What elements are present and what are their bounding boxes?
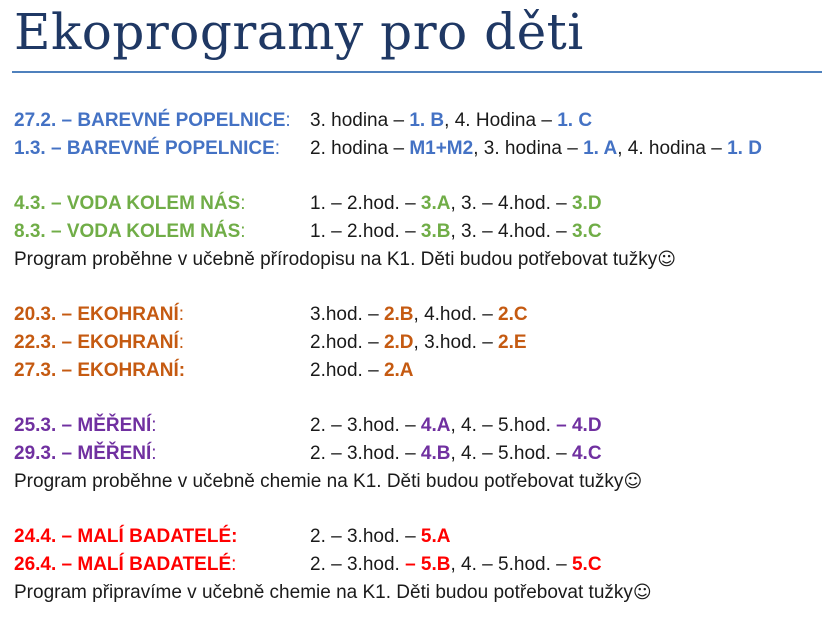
- schedule-text: 2. – 3.hod.: [310, 554, 406, 575]
- program-label: [14, 551, 236, 579]
- smiley-icon: ☺: [623, 471, 643, 492]
- class-name: M1+M2: [409, 138, 474, 159]
- class-name: 1. D: [727, 138, 762, 159]
- program-label: [14, 218, 246, 246]
- program-row: [14, 412, 820, 440]
- program-row: [14, 329, 820, 357]
- program-label: [14, 301, 184, 329]
- program-label: [14, 107, 291, 135]
- schedule-text: 3.hod. –: [310, 304, 384, 325]
- program-label-suffix: :: [240, 221, 246, 242]
- program-label-text: 4.3. – VODA KOLEM NÁS: [14, 193, 241, 214]
- schedule-text: , 3. hodina –: [473, 138, 584, 159]
- program-label-text: 8.3. – VODA KOLEM NÁS: [14, 221, 241, 242]
- program-label: [14, 135, 280, 163]
- schedule-text: , 3.hod. –: [413, 332, 499, 353]
- program-label-text: 29.3. – MĚŘENÍ: [14, 443, 152, 464]
- program-label: [14, 523, 237, 551]
- program-note: [14, 468, 820, 496]
- schedule-text: 2.hod. –: [310, 332, 384, 353]
- program-label-text: 24.4. – MALÍ BADATELÉ:: [14, 526, 238, 547]
- program-label-text: 25.3. – MĚŘENÍ: [14, 415, 152, 436]
- schedule-text: , 4. – 5.hod.: [450, 415, 557, 436]
- program-label-text: 27.3. – EKOHRANÍ:: [14, 360, 186, 381]
- program-label-suffix: :: [151, 443, 157, 464]
- program-note: [14, 246, 820, 274]
- program-row: [14, 135, 820, 163]
- section-gap: [14, 496, 820, 523]
- section-gap: [14, 385, 820, 412]
- program-row: [14, 357, 820, 385]
- page-title: Ekoprogramy pro děti: [14, 3, 584, 61]
- section-gap: [14, 163, 820, 190]
- schedule-text: , 4.hod. –: [413, 304, 499, 325]
- program-schedule: [310, 301, 528, 329]
- class-name: 4.B: [420, 443, 451, 464]
- program-row: [14, 107, 820, 135]
- program-label-suffix: :: [178, 304, 185, 325]
- program-note-text: Program připravíme v učebně chemie na K1. Děti budou potřebovat tužky: [14, 582, 633, 603]
- schedule-text: 1. – 2.hod. –: [310, 221, 421, 242]
- smiley-icon: ☺: [632, 582, 652, 603]
- class-name: 3.C: [571, 221, 602, 242]
- schedule-text: 3. hodina –: [310, 110, 410, 131]
- program-label-suffix: :: [178, 332, 185, 353]
- program-label-text: 1.3. – BAREVNÉ POPELNICE: [14, 138, 275, 159]
- schedule-text: 2. hodina –: [310, 138, 410, 159]
- program-label: [14, 440, 157, 468]
- schedule-text: 1. – 2.hod. –: [310, 193, 421, 214]
- program-label: [14, 329, 184, 357]
- class-name: 2.B: [383, 304, 414, 325]
- class-name: 5.A: [420, 526, 451, 547]
- schedule-text: , 4. Hodina –: [444, 110, 558, 131]
- program-label: [14, 190, 246, 218]
- program-label: [14, 412, 157, 440]
- program-schedule: [310, 135, 762, 163]
- class-name: 3.A: [420, 193, 451, 214]
- class-name: – 5.B: [405, 554, 451, 575]
- class-name: 4.A: [420, 415, 451, 436]
- program-label-suffix: :: [231, 554, 237, 575]
- class-name: 2.E: [498, 332, 527, 353]
- program-schedule: [310, 551, 602, 579]
- section-gap: [14, 274, 820, 301]
- class-name: – 4.D: [556, 415, 602, 436]
- program-schedule: [14, 107, 820, 607]
- program-row: [14, 523, 820, 551]
- program-note-text: Program proběhne v učebně přírodopisu na K1. Děti budou potřebovat tužky: [14, 249, 658, 270]
- title-underline: [12, 71, 822, 73]
- schedule-text: , 3. – 4.hod. –: [450, 221, 572, 242]
- program-label-suffix: :: [274, 138, 281, 159]
- program-row: [14, 218, 820, 246]
- class-name: 4.C: [571, 443, 602, 464]
- program-label-suffix: :: [285, 110, 291, 131]
- program-schedule: [310, 218, 602, 246]
- program-schedule: [310, 412, 602, 440]
- program-schedule: [310, 440, 602, 468]
- class-name: 1. B: [409, 110, 445, 131]
- program-label-text: 27.2. – BAREVNÉ POPELNICE: [14, 110, 286, 131]
- program-note: [14, 579, 820, 607]
- class-name: 2.C: [498, 304, 528, 325]
- program-label: [14, 357, 185, 385]
- program-schedule: [310, 357, 414, 385]
- program-label-text: 20.3. – EKOHRANÍ: [14, 304, 179, 325]
- class-name: 3.D: [571, 193, 602, 214]
- class-name: 3.B: [420, 221, 451, 242]
- class-name: 5.C: [571, 554, 602, 575]
- program-label-suffix: :: [151, 415, 157, 436]
- schedule-text: , 3. – 4.hod. –: [450, 193, 572, 214]
- program-label-text: 22.3. – EKOHRANÍ: [14, 332, 179, 353]
- program-label-text: 26.4. – MALÍ BADATELÉ: [14, 554, 232, 575]
- program-schedule: [310, 107, 592, 135]
- program-schedule: [310, 523, 451, 551]
- class-name: 2.D: [383, 332, 414, 353]
- program-row: [14, 551, 820, 579]
- smiley-icon: ☺: [657, 249, 677, 270]
- class-name: 1. C: [557, 110, 593, 131]
- schedule-text: , 4. – 5.hod. –: [450, 443, 572, 464]
- program-note-text: Program proběhne v učebně chemie na K1. Děti budou potřebovat tužky: [14, 471, 624, 492]
- program-schedule: [310, 190, 602, 218]
- class-name: 1. A: [583, 138, 618, 159]
- schedule-text: 2. – 3.hod. –: [310, 526, 421, 547]
- program-row: [14, 440, 820, 468]
- program-label-suffix: :: [240, 193, 246, 214]
- program-row: [14, 190, 820, 218]
- schedule-text: , 4. – 5.hod. –: [450, 554, 572, 575]
- schedule-text: 2.hod. –: [310, 360, 384, 381]
- schedule-text: 2. – 3.hod. –: [310, 443, 421, 464]
- program-row: [14, 301, 820, 329]
- schedule-text: 2. – 3.hod. –: [310, 415, 421, 436]
- program-schedule: [310, 329, 527, 357]
- schedule-text: , 4. hodina –: [617, 138, 728, 159]
- class-name: 2.A: [383, 360, 414, 381]
